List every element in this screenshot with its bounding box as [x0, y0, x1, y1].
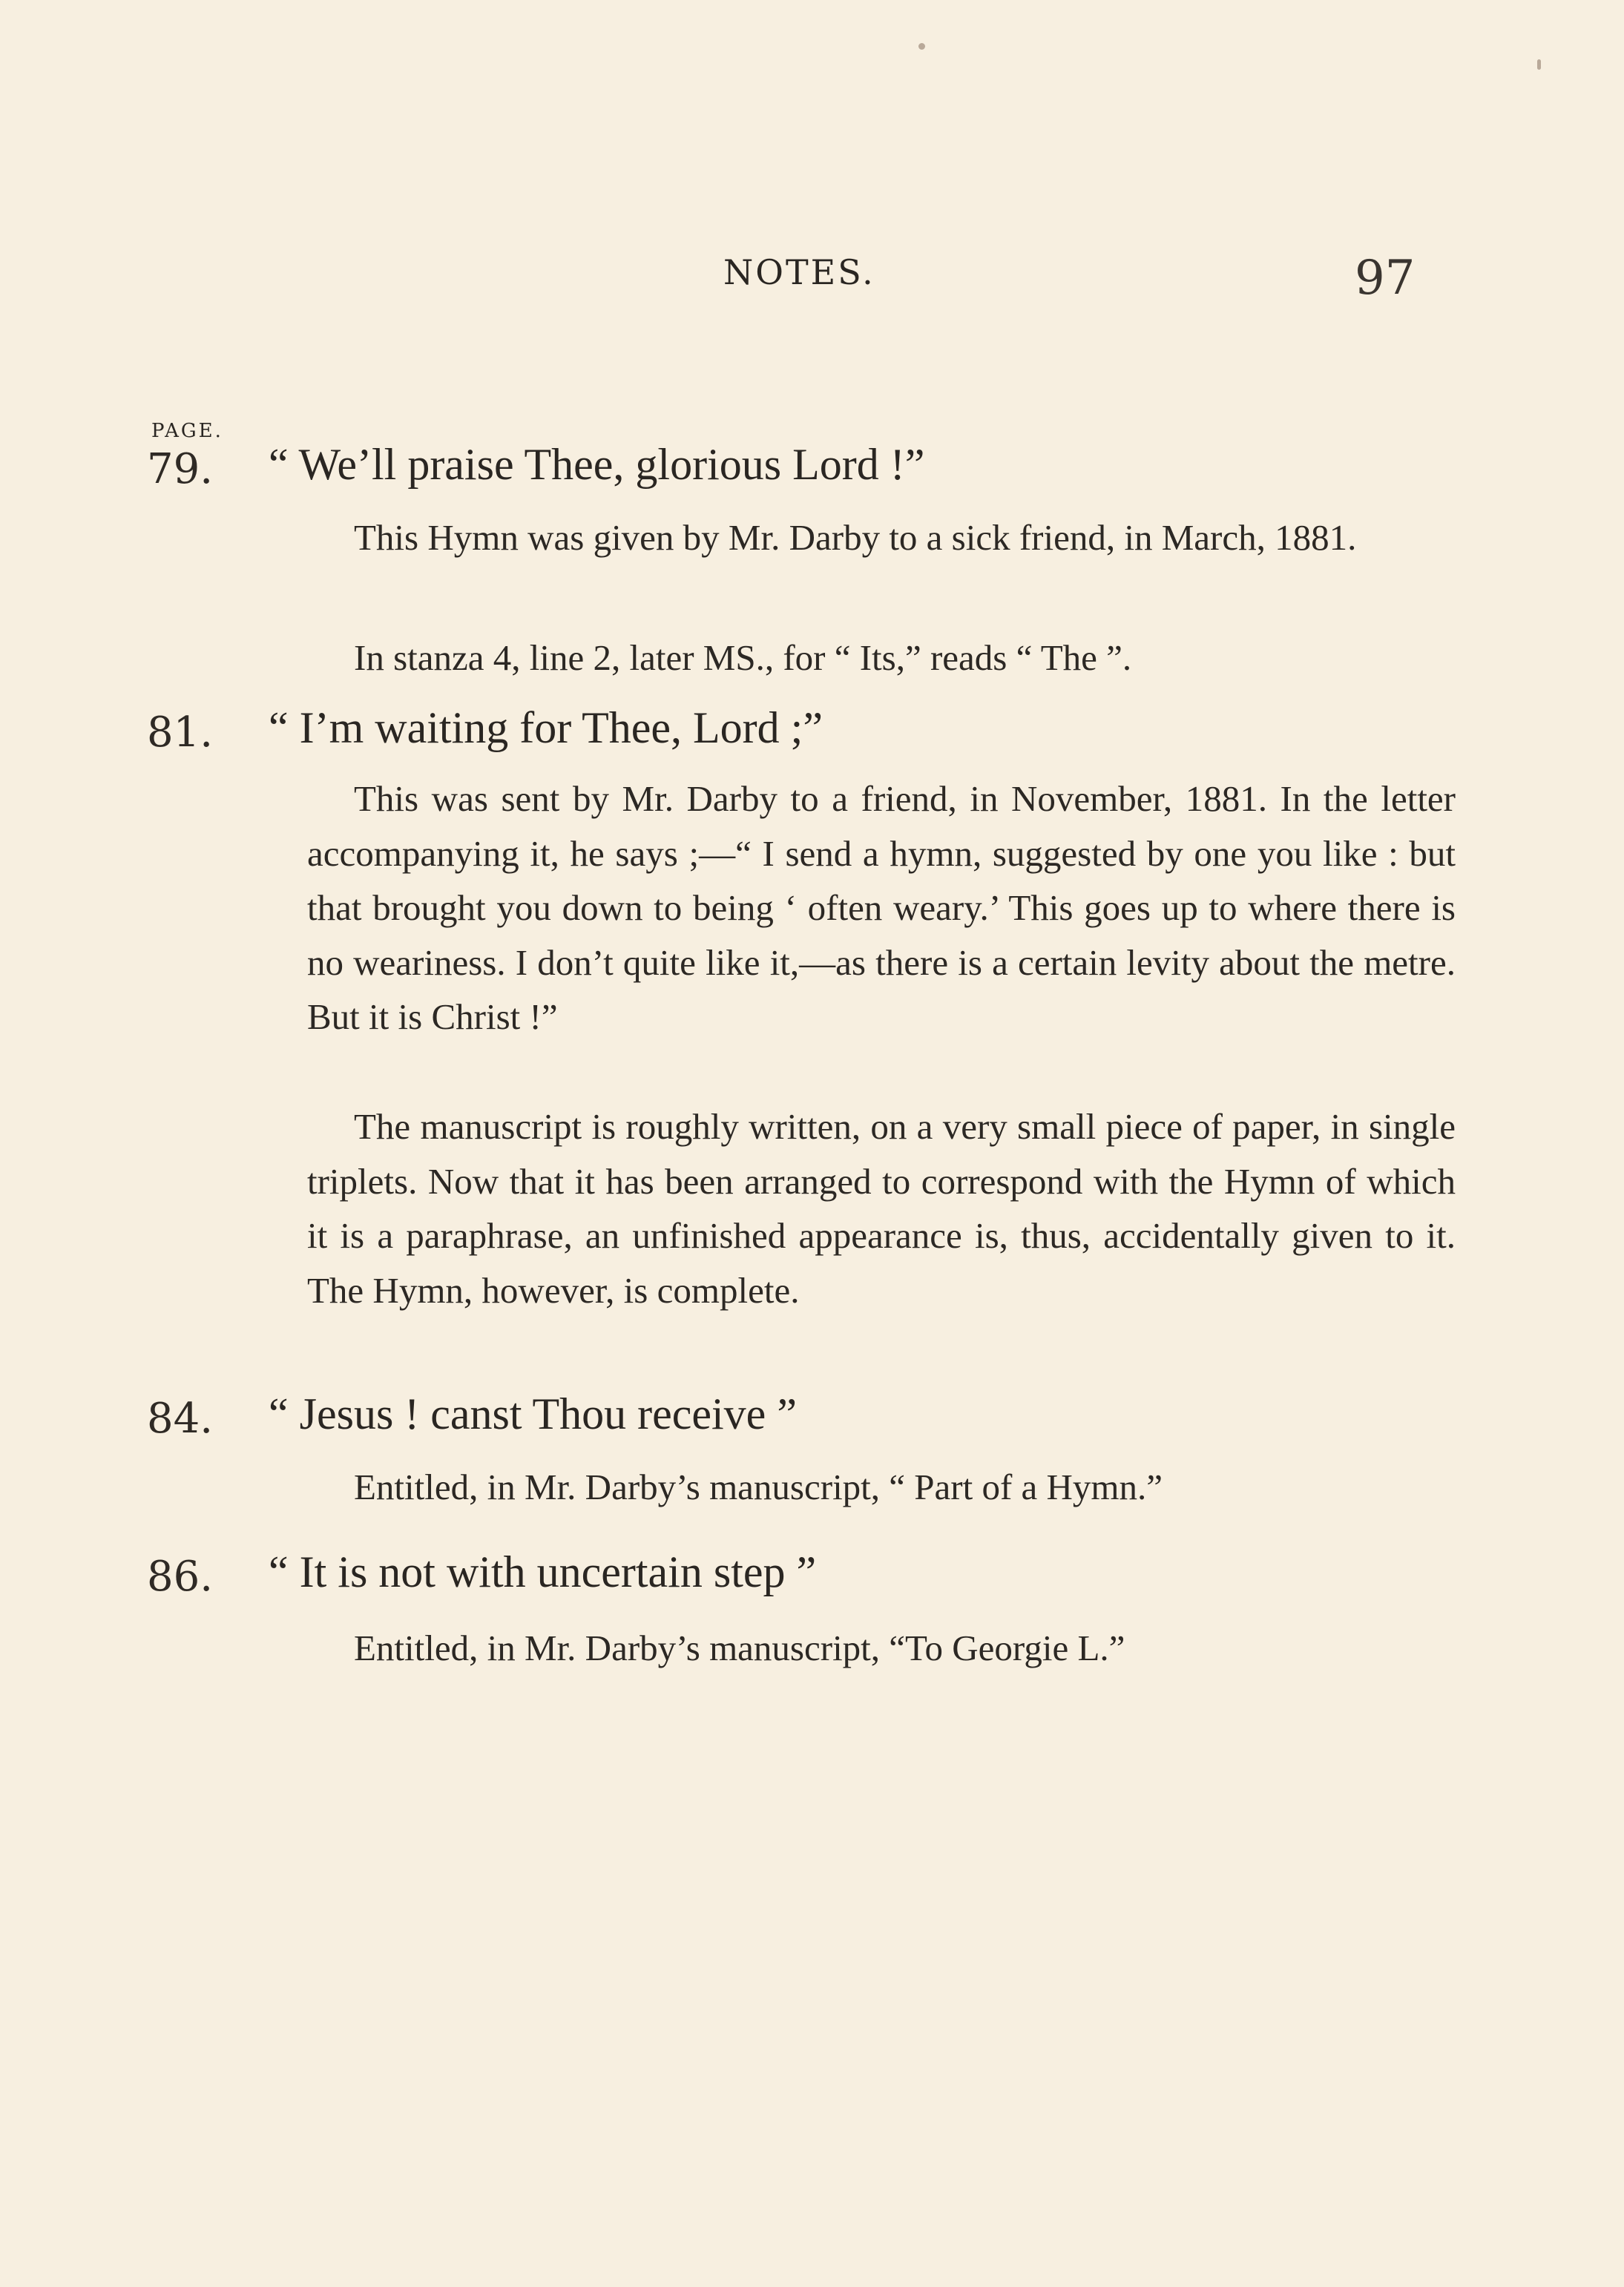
page-number: 97: [1355, 251, 1416, 306]
note-paragraph: This Hymn was given by Mr. Darby to a sick friend, in March, 1881.: [354, 517, 1357, 558]
hymn-title: “ It is not with uncertain step ”: [269, 1547, 817, 1596]
hymn-title: “ Jesus ! canst Thou receive ”: [269, 1389, 797, 1438]
paper-speck: [1537, 59, 1541, 70]
running-title: NOTES.: [723, 252, 875, 292]
note-paragraph: In stanza 4, line 2, later MS., for “ Its,” reads “ The ”.: [354, 637, 1132, 678]
note-paragraph: This was sent by Mr. Darby to a friend, in November, 1881. In the letter accompanying it, he says ;—“ I send a hymn, suggested by one you like : but that brought you down to being ‘ often weary.’ This goes up to where there is no weariness. I don’t quite like it,—as there is a certain levity about the metre. But it is Christ !”: [307, 778, 1456, 1037]
note-paragraph: Entitled, in Mr. Darby’s manuscript, “To Georgie L.”: [354, 1628, 1125, 1668]
note-paragraph: Entitled, in Mr. Darby’s manuscript, “ Part of a Hymn.”: [354, 1467, 1163, 1507]
page-column-label: PAGE.: [151, 420, 223, 442]
paper-speck: [918, 43, 925, 50]
entry-number: 79.: [147, 445, 214, 493]
entry-number: 81.: [147, 708, 214, 757]
note-paragraph: The manuscript is roughly written, on a very small piece of paper, in single triplets. Now that it has been arranged to correspond with the Hymn of which it is a paraphrase, an unfinished appearance is, thus, accidentally given to it. The Hymn, however, is complete.: [307, 1106, 1456, 1311]
hymn-title: “ We’ll praise Thee, glorious Lord !”: [269, 440, 925, 489]
entry-number: 86.: [147, 1553, 214, 1601]
entry-number: 84.: [147, 1395, 214, 1443]
hymn-title: “ I’m waiting for Thee, Lord ;”: [269, 703, 823, 752]
page-header: [0, 245, 1624, 312]
